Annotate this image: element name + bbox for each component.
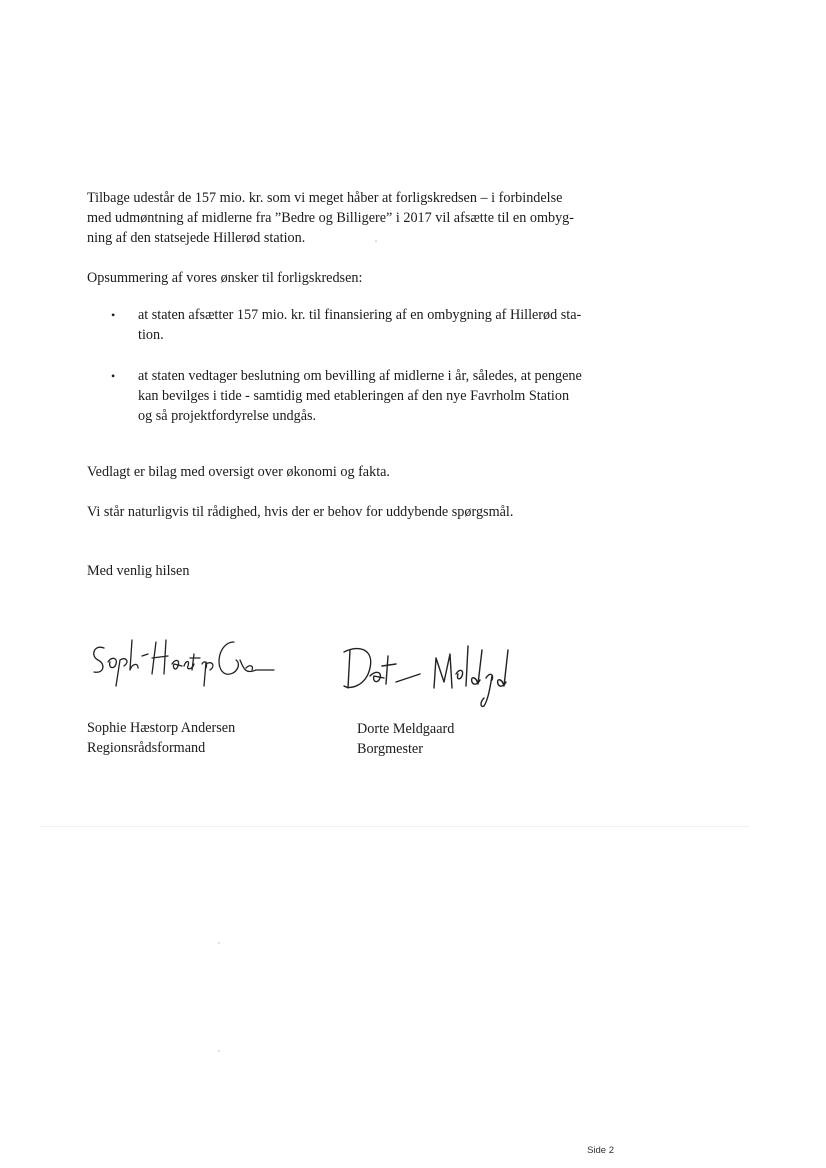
paragraph-line: med udmøntning af midlerne fra ”Bedre og Billigere” i 2017 vil afsætte til en ombyg- (87, 210, 574, 226)
scan-artifact-speck (218, 1050, 220, 1052)
bullet-item-funding (138, 305, 628, 345)
bullet-symbol: • (111, 369, 116, 383)
signature-sophie-haestorp-andersen (86, 630, 276, 690)
summary-heading: Opsummering af vores ønsker til forligskredsen: (87, 270, 363, 286)
signatory-name: Sophie Hæstorp Andersen (87, 720, 236, 736)
closing-greeting: Med venlig hilsen (87, 563, 190, 579)
availability-note: Vi står naturligvis til rådighed, hvis der er behov for uddybende spørgsmål. (87, 504, 514, 520)
signatory-title: Regionsrådsformand (87, 740, 206, 756)
scan-artifact-speck (218, 942, 220, 944)
signatory-block-sophie (87, 718, 327, 758)
paragraph-remaining-funds (87, 188, 627, 248)
paragraph-line: Tilbage udestår de 157 mio. kr. som vi meget håber at forligskredsen – i forbindelse (87, 190, 563, 206)
signatory-block-dorte (357, 719, 577, 759)
signature-dorte-meldgaard (340, 638, 530, 710)
paragraph-line: ning af den statsejede Hillerød station. (87, 230, 306, 246)
bullet-line: og så projektfordyrelse undgås. (138, 408, 317, 424)
signatory-title: Borgmester (357, 741, 423, 757)
bullet-line: at staten vedtager beslutning om bevilling af midlerne i år, således, at pengene (138, 368, 582, 384)
bullet-line: kan bevilges i tide - samtidig med etableringen af den nye Favrholm Station (138, 388, 570, 404)
scan-artifact-line (40, 826, 750, 827)
bullet-item-decision (138, 366, 628, 426)
page-number-label: Side 2 (587, 1145, 614, 1156)
bullet-line: tion. (138, 327, 164, 343)
bullet-line: at staten afsætter 157 mio. kr. til finansiering af en ombygning af Hillerød sta- (138, 307, 582, 323)
attachment-note: Vedlagt er bilag med oversigt over økonomi og fakta. (87, 464, 390, 480)
signatory-name: Dorte Meldgaard (357, 721, 455, 737)
bullet-symbol: • (111, 308, 116, 322)
